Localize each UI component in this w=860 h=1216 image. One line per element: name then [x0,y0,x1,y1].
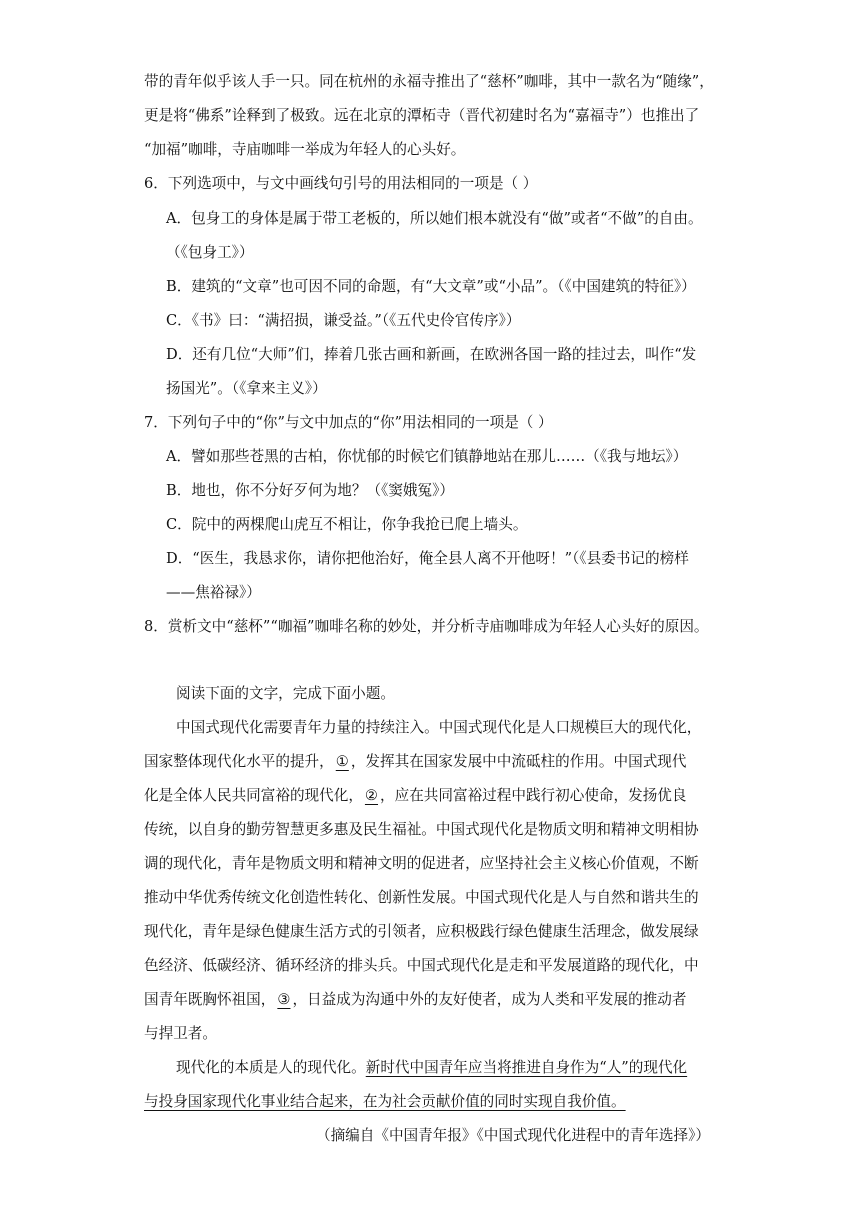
q7-option-d-line1: D．“医生，我恳求你，请你把他治好，俺全县人离不开他呀！”（《县委书记的榜样 [166,550,689,567]
q7-stem: 7．下列句子中的“你”与文中加点的“你”用法相同的一项是（ ） [144,414,553,431]
passage2-p1-line9 [144,990,687,1010]
q6-stem: 6．下列选项中，与文中画线句引号的用法相同的一项是（ ） [144,175,538,192]
p1-line9-text-a: 国青年既胸怀祖国， [144,991,276,1008]
q7-option-c: C．院中的两棵爬山虎互不相让，你争我抢已爬上墙头。 [166,516,528,533]
passage2-p1-line4: 传统，以自身的勤劳智慧更多惠及民生福祉。中国式现代化是物质文明和精神文明相协 [144,821,699,838]
p1-line3-text-b: ，应在共同富裕过程中践行初心使命，发扬优良 [380,787,687,804]
passage2-p1-line10: 与捍卫者。 [144,1025,217,1042]
q6-option-c: C．《书》曰：“满招损，谦受益。”（《五代史伶官传序》） [166,312,521,329]
q6-option-b: B．建筑的“文章”也可因不同的命题，有“大文章”或“小品”。（《中国建筑的特征》） [166,278,696,295]
passage2-p1-line1: 中国式现代化需要青年力量的持续注入。中国式现代化是人口规模巨大的现代化， [176,719,702,736]
underlined-sentence-part1: 新时代中国青年应当将推进自身作为“人”的现代化 [365,1059,688,1076]
blank-2: ② [364,787,379,804]
passage2-p1-line2 [144,752,687,772]
q7-option-a: A．譬如那些苍黑的古柏，你忧郁的时候它们镇静地站在那儿……（《我与地坛》） [166,448,688,465]
passage1-line2: 更是将“佛系”诠释到了极致。远在北京的潭柘寺（晋代初建时名为“嘉福寺”）也推出了 [144,107,700,124]
q6-option-a-line2: （《包身工》） [166,244,254,261]
passage2-p1-line5: 调的现代化，青年是物质文明和精神文明的促进者，应坚持社会主义核心价值观，不断 [144,855,699,872]
q7-option-d-line2: ——焦裕禄》） [166,584,261,601]
passage2-instruction: 阅读下面的文字，完成下面小题。 [176,685,395,702]
passage2-p1-line8: 色经济、低碳经济、循环经济的排头兵。中国式现代化是走和平发展道路的现代化，中 [144,957,699,974]
p1-line3-text-a: 化是全体人民共同富裕的现代化， [144,787,363,804]
blank-1: ① [335,753,349,770]
q8-stem: 8．赏析文中“慈杯”“咖福”咖啡名称的妙处，并分析寺庙咖啡成为年轻人心头好的原因。 [144,618,709,635]
q6-option-d-line1: D．还有几位“大师”们，捧着几张古画和新画，在欧洲各国一路的挂过去，叫作“发 [166,346,697,363]
q7-option-b: B．地也，你不分好歹何为地？（《窦娥冤》） [166,482,455,499]
p1-line2-text-b: ，发挥其在国家发展中中流砥柱的作用。中国式现代 [350,753,687,770]
underlined-sentence-part2: 与投身国家现代化事业结合起来，在为社会贡献价值的同时实现自我价值。 [144,1093,626,1110]
passage2-source: （摘编自《中国青年报》《中国式现代化进程中的青年选择》） [315,1127,710,1144]
passage2-p2-line1 [176,1058,687,1078]
passage2-p2-line2 [144,1092,626,1112]
passage2-p1-line3 [144,786,687,806]
p1-line9-text-b: ，日益成为沟通中外的友好使者，成为人类和平发展的推动者 [292,991,687,1008]
passage1-line1: 带的青年似乎该人手一只。同在杭州的永福寺推出了“慈杯”咖啡，其中一款名为“随缘”， [144,73,714,90]
q6-option-a-line1: A．包身工的身体是属于带工老板的，所以她们根本就没有“做”或者“不做”的自由。 [166,210,703,227]
passage2-p1-line6: 推动中华优秀传统文化创造性转化、创新性发展。中国式现代化是人与自然和谐共生的 [144,889,699,906]
q6-option-d-line2: 扬国光”。（《拿来主义》） [166,380,327,397]
passage1-line3: “加福”咖啡，寺庙咖啡一举成为年轻人的心头好。 [144,141,466,158]
p2-line1-text-a: 现代化的本质是人的现代化。 [176,1059,366,1076]
p1-line2-text-a: 国家整体现代化水平的提升， [144,753,334,770]
passage2-p1-line7: 现代化，青年是绿色健康生活方式的引领者，应积极践行绿色健康生活理念，做发展绿 [144,923,699,940]
blank-3: ③ [277,991,291,1008]
